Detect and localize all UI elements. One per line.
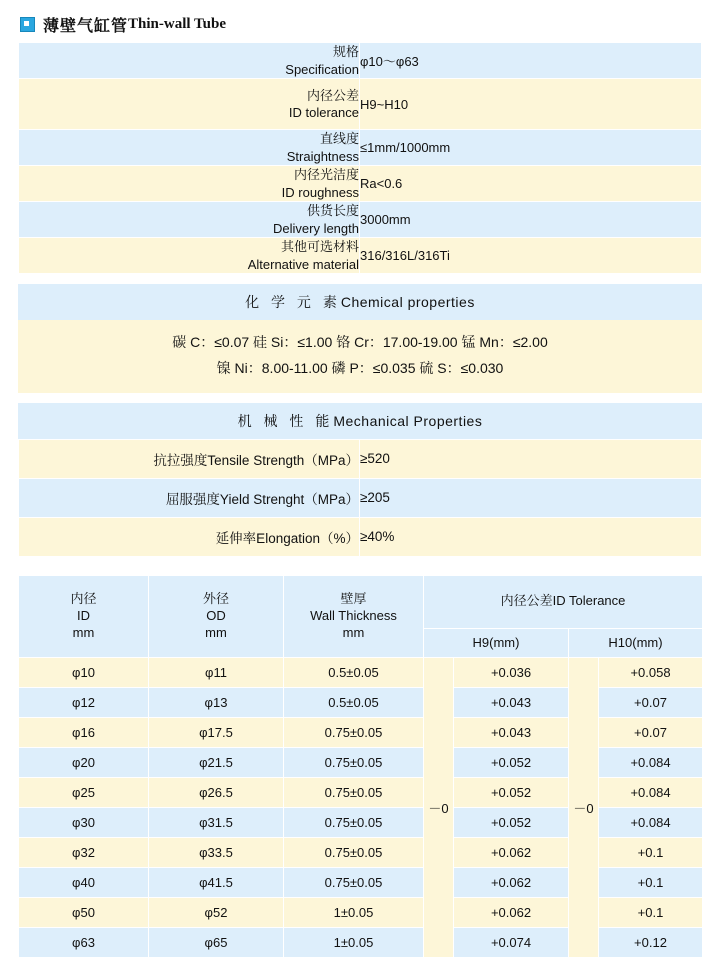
cell-wall: 1±0.05 [284, 927, 424, 957]
col-header-id-unit: mm [72, 624, 95, 640]
table-row [19, 517, 702, 556]
cell-h9-lower: －0 [424, 657, 454, 957]
cell-h9: +0.036 [454, 657, 569, 687]
cell-h10: +0.084 [599, 807, 703, 837]
mech-value-cell: ≥40% [360, 517, 702, 556]
spec-label-en: ID tolerance [288, 105, 359, 121]
col-header-wall-cn: 壁厚 [340, 591, 367, 606]
cell-id: φ32 [19, 837, 149, 867]
mechanical-header-en: Mechanical Properties [333, 412, 483, 429]
col-header-id [19, 575, 149, 657]
spec-label-en: Straightness [286, 148, 359, 164]
cell-h10: +0.1 [599, 867, 703, 897]
chemical-properties-header [18, 284, 702, 320]
mechanical-header-cn: 机 械 性 能 [237, 412, 334, 429]
cell-h10: +0.07 [599, 687, 703, 717]
table-row [19, 807, 703, 837]
table-row [19, 238, 702, 274]
cell-wall: 0.75±0.05 [284, 747, 424, 777]
spec-label-cn: 其他可选材料 [280, 239, 359, 255]
spec-label-cell [19, 79, 360, 130]
cell-od: φ31.5 [149, 807, 284, 837]
table-row [19, 130, 702, 166]
col-header-od [149, 575, 284, 657]
cell-h9: +0.062 [454, 867, 569, 897]
table-row [19, 867, 703, 897]
spec-label-cn: 规格 [332, 44, 359, 59]
spec-value-cell: Ra<0.6 [360, 166, 702, 202]
spec-label-en: Delivery length [273, 220, 359, 236]
col-header-id-en: ID [77, 607, 90, 623]
spec-label-cn: 供货长度 [306, 203, 359, 219]
spec-value-cell: 3000mm [360, 202, 702, 238]
cell-od: φ21.5 [149, 747, 284, 777]
cell-od: φ11 [149, 657, 284, 687]
spec-label-cell [19, 130, 360, 166]
table-row [19, 166, 702, 202]
col-header-wall-en: Wall Thickness [310, 607, 397, 623]
cell-h10: +0.1 [599, 837, 703, 867]
page-title-en: Thin-wall Tube [128, 15, 226, 32]
spec-label-en: Specification [285, 61, 359, 77]
spec-label-cell [19, 238, 360, 274]
cell-od: φ17.5 [149, 717, 284, 747]
cell-h10: +0.07 [599, 717, 703, 747]
cell-h9: +0.052 [454, 807, 569, 837]
mech-label-cell: 延伸率Elongation（%） [19, 517, 360, 556]
spec-value-cell: φ10～φ63 [360, 43, 702, 79]
table-row [19, 478, 702, 517]
col-header-tolerance-cn: 内径公差 [500, 593, 553, 609]
cell-wall: 0.75±0.05 [284, 777, 424, 807]
cell-h9: +0.043 [454, 687, 569, 717]
spec-label-cn: 内径光洁度 [293, 167, 359, 183]
page-title-cn: 薄壁气缸管 [43, 17, 129, 35]
table-row [19, 687, 703, 717]
table-row [19, 777, 703, 807]
table-row [19, 202, 702, 238]
spec-label-cell [19, 202, 360, 238]
chemical-header-en: Chemical properties [340, 294, 475, 311]
cell-id: φ30 [19, 807, 149, 837]
cell-od: φ52 [149, 897, 284, 927]
cell-id: φ16 [19, 717, 149, 747]
col-header-wall [284, 575, 424, 657]
chemical-line-2: 镍 Ni：8.00-11.00 磷 P：≤0.035 硫 S：≤0.030 [216, 359, 504, 376]
cell-od: φ65 [149, 927, 284, 957]
cell-id: φ25 [19, 777, 149, 807]
table-row [19, 837, 703, 867]
cell-od: φ41.5 [149, 867, 284, 897]
col-header-od-unit: mm [205, 624, 227, 640]
col-header-h9: H9(mm) [424, 628, 569, 657]
mech-value-cell: ≥520 [360, 439, 702, 478]
chemical-properties-body [18, 320, 702, 392]
specification-table [18, 42, 702, 274]
cell-wall: 0.75±0.05 [284, 717, 424, 747]
mechanical-properties-table [18, 439, 702, 557]
cell-wall: 0.5±0.05 [284, 657, 424, 687]
mechanical-properties-header [18, 403, 702, 439]
cell-h10: +0.12 [599, 927, 703, 957]
table-header-row [19, 575, 703, 628]
spec-value-cell: H9~H10 [360, 79, 702, 130]
table-row [19, 897, 703, 927]
cell-id: φ40 [19, 867, 149, 897]
table-row [19, 439, 702, 478]
cell-id: φ50 [19, 897, 149, 927]
cell-h9: +0.062 [454, 837, 569, 867]
chemical-line-1: 碳 C：≤0.07 硅 Si：≤1.00 铬 Cr：17.00-19.00 锰 Mn：≤2.00 [172, 334, 548, 351]
col-header-id-cn: 内径 [70, 591, 97, 606]
cell-wall: 0.5±0.05 [284, 687, 424, 717]
table-row [19, 717, 703, 747]
spec-label-cell [19, 166, 360, 202]
cell-h10-lower: －0 [569, 657, 599, 957]
cell-wall: 0.75±0.05 [284, 867, 424, 897]
cell-od: φ13 [149, 687, 284, 717]
col-header-tolerance [424, 575, 703, 628]
spec-value-cell: ≤1mm/1000mm [360, 130, 702, 166]
cell-od: φ33.5 [149, 837, 284, 867]
spec-label-cn: 内径公差 [306, 87, 359, 103]
cell-h10: +0.1 [599, 897, 703, 927]
dimension-table-wrap [18, 575, 702, 958]
col-header-h10: H10(mm) [569, 628, 703, 657]
cell-h9: +0.043 [454, 717, 569, 747]
cell-id: φ10 [19, 657, 149, 687]
cell-wall: 0.75±0.05 [284, 807, 424, 837]
cell-h9: +0.052 [454, 777, 569, 807]
cell-id: φ12 [19, 687, 149, 717]
col-header-od-en: OD [206, 607, 226, 623]
cell-id: φ63 [19, 927, 149, 957]
page-title [18, 0, 702, 40]
table-row [19, 927, 703, 957]
col-header-tolerance-en: ID Tolerance [552, 593, 626, 609]
spec-label-cell [19, 43, 360, 79]
cell-h9: +0.062 [454, 897, 569, 927]
dimension-table [18, 575, 703, 958]
table-row [19, 43, 702, 79]
cell-od: φ26.5 [149, 777, 284, 807]
cell-h9: +0.074 [454, 927, 569, 957]
bullet-square-icon [20, 17, 35, 32]
col-header-od-cn: 外径 [202, 591, 229, 606]
spec-value-cell: 316/316L/316Ti [360, 238, 702, 274]
mech-value-cell: ≥205 [360, 478, 702, 517]
spec-label-en: Alternative material [247, 256, 359, 272]
cell-wall: 0.75±0.05 [284, 837, 424, 867]
chemical-header-cn: 化 学 元 素 [245, 294, 341, 311]
cell-h9: +0.052 [454, 747, 569, 777]
cell-id: φ20 [19, 747, 149, 777]
cell-h10: +0.058 [599, 657, 703, 687]
table-row [19, 657, 703, 687]
col-header-wall-unit: mm [342, 624, 365, 640]
cell-wall: 1±0.05 [284, 897, 424, 927]
mech-label-cell: 屈服强度Yield Strenght（MPa） [19, 478, 360, 517]
spec-label-en: ID roughness [281, 184, 359, 200]
spec-label-cn: 直线度 [319, 131, 359, 147]
cell-h10: +0.084 [599, 747, 703, 777]
table-row [19, 79, 702, 130]
mech-label-cell: 抗拉强度Tensile Strength（MPa） [19, 439, 360, 478]
cell-h10: +0.084 [599, 777, 703, 807]
table-row [19, 747, 703, 777]
